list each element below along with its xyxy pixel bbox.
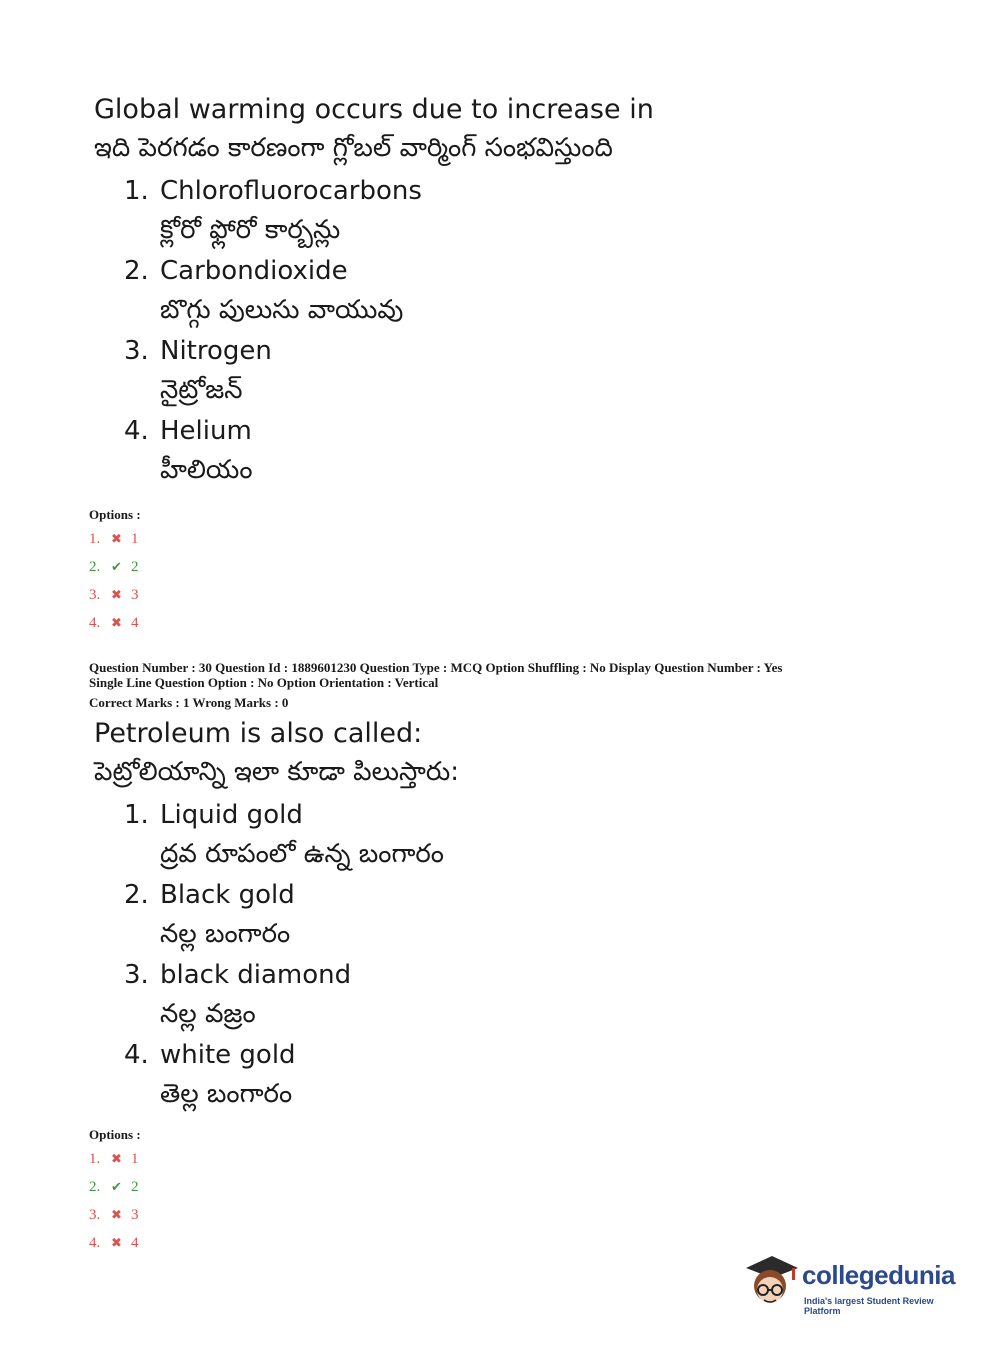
- option-item: [124, 332, 954, 410]
- option-text-telugu: నల్ల బంగారం: [160, 919, 291, 949]
- option-item: [124, 172, 954, 250]
- answer-row: [89, 609, 141, 637]
- question-title-telugu: పెట్రోలియాన్ని ఇలా కూడా పిలుస్తారు:: [94, 757, 460, 787]
- option-text: Black gold: [160, 880, 295, 910]
- option-number: 2.: [124, 256, 149, 286]
- option-text: Nitrogen: [160, 336, 272, 366]
- option-text-telugu: నైట్రోజన్: [160, 375, 243, 405]
- question-meta: [89, 660, 949, 710]
- answer-number: 1.: [89, 1151, 101, 1167]
- option-item: [124, 252, 954, 330]
- answer-number: 2.: [89, 1179, 101, 1195]
- option-item: [124, 876, 954, 954]
- logo-tagline: India's largest Student Review Platform: [804, 1296, 934, 1316]
- collegedunia-logo[interactable]: [742, 1248, 972, 1316]
- option-text-telugu: క్లోరో ఫ్లోరో కార్బన్లు: [160, 215, 341, 245]
- option-item: [124, 412, 954, 490]
- question-1: [94, 92, 954, 492]
- question-title: Petroleum is also called:: [94, 718, 423, 749]
- option-text-telugu: ద్రవ రూపంలో ఉన్న బంగారం: [160, 839, 444, 869]
- option-item: [124, 1036, 954, 1114]
- cross-icon: ✖: [111, 531, 122, 546]
- option-number: 2.: [124, 880, 149, 910]
- answer-value: 4: [131, 615, 139, 631]
- answer-value: 1: [131, 531, 139, 547]
- option-number: 4.: [124, 416, 149, 446]
- option-number: 4.: [124, 1040, 149, 1070]
- mascot-icon: [742, 1250, 800, 1310]
- answer-options-1: [89, 505, 141, 637]
- answer-number: 2.: [89, 559, 101, 575]
- option-text-telugu: హీలియం: [160, 455, 253, 485]
- option-text-telugu: నల్ల వజ్రం: [160, 999, 256, 1029]
- answer-number: 4.: [89, 615, 101, 631]
- answer-row: [89, 553, 141, 581]
- option-text: black diamond: [160, 960, 352, 990]
- question-2: [94, 716, 954, 1116]
- option-text: Helium: [160, 416, 252, 446]
- option-text-telugu: తెల్ల బంగారం: [160, 1079, 293, 1109]
- options-label: Options :: [89, 507, 141, 522]
- answer-value: 3: [131, 1207, 139, 1223]
- answer-number: 3.: [89, 587, 101, 603]
- answer-number: 1.: [89, 531, 101, 547]
- question-title: Global warming occurs due to increase in: [94, 94, 654, 125]
- cross-icon: ✖: [111, 615, 122, 630]
- option-number: 1.: [124, 176, 149, 206]
- meta-line: Single Line Question Option : No Option Orientation : Vertical: [89, 675, 439, 690]
- option-text: Liquid gold: [160, 800, 303, 830]
- answer-row: [89, 1229, 141, 1257]
- answer-options-2: [89, 1125, 141, 1257]
- option-item: [124, 796, 954, 874]
- option-text: white gold: [160, 1040, 296, 1070]
- answer-row: [89, 1173, 141, 1201]
- cross-icon: ✖: [111, 587, 122, 602]
- answer-row: [89, 525, 141, 553]
- check-icon: ✔: [111, 1179, 122, 1194]
- option-number: 3.: [124, 336, 149, 366]
- cross-icon: ✖: [111, 1207, 122, 1222]
- answer-number: 3.: [89, 1207, 101, 1223]
- answer-row: [89, 1201, 141, 1229]
- option-text: Chlorofluorocarbons: [160, 176, 422, 206]
- meta-line: Correct Marks : 1 Wrong Marks : 0: [89, 695, 289, 710]
- cross-icon: ✖: [111, 1151, 122, 1166]
- answer-number: 4.: [89, 1235, 101, 1251]
- option-number: 1.: [124, 800, 149, 830]
- question-title-telugu: ఇది పెరగడం కారణంగా గ్లోబల్ వార్మింగ్ సంభవిస్తుంది: [94, 133, 613, 163]
- answer-row: [89, 581, 141, 609]
- option-number: 3.: [124, 960, 149, 990]
- answer-value: 2: [131, 1179, 139, 1195]
- logo-text: collegedunia: [802, 1260, 955, 1290]
- answer-value: 3: [131, 587, 139, 603]
- cross-icon: ✖: [111, 1235, 122, 1250]
- option-item: [124, 956, 954, 1034]
- answer-value: 4: [131, 1235, 139, 1251]
- option-text-telugu: బొగ్గు పులుసు వాయువు: [160, 295, 404, 325]
- meta-line: Question Number : 30 Question Id : 1889601230 Question Type : MCQ Option Shuffling : No Display Question Number : Yes: [89, 660, 783, 675]
- check-icon: ✔: [111, 559, 122, 574]
- options-label: Options :: [89, 1127, 141, 1142]
- option-text: Carbondioxide: [160, 256, 348, 286]
- answer-row: [89, 1145, 141, 1173]
- answer-value: 1: [131, 1151, 139, 1167]
- answer-value: 2: [131, 559, 139, 575]
